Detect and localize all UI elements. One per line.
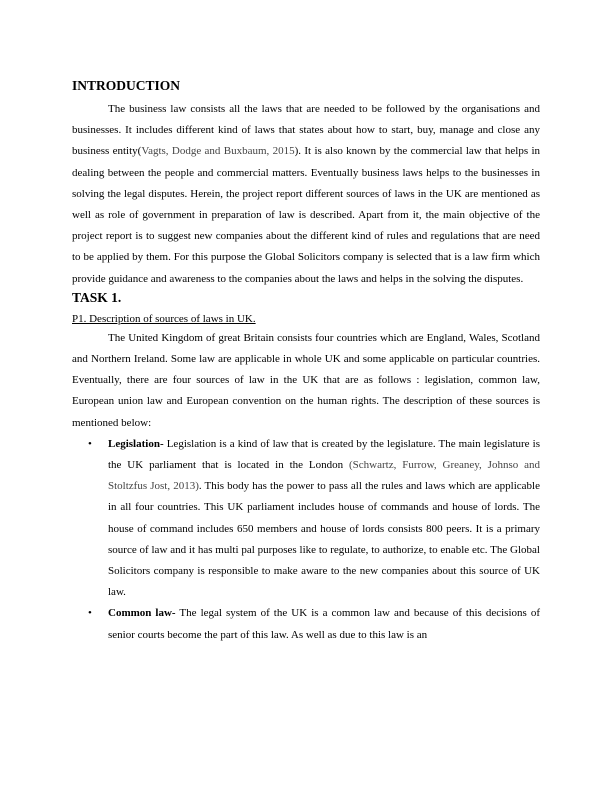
introduction-paragraph [72, 99, 540, 290]
common-law-text: The legal system of the UK is a common law and because of this decisions of senior courts become the part of this law. As well as due to this law is an [108, 607, 540, 641]
introduction-heading: INTRODUCTION [72, 78, 181, 93]
list-item-common-law [72, 603, 540, 645]
list-item-legislation [72, 434, 540, 604]
task1-subheading: P1. Description of sources of laws in UK. [72, 312, 256, 325]
legislation-text-a: Legislation is a kind of law that is created by the legislature. The main legislature is the UK parliament that is located in the London [108, 437, 540, 472]
task1-intro-paragraph: The United Kingdom of great Britain consists four countries which are England, Wales, Scotland and Northern Ireland. Some law are applicable in whole UK and some applicable on particular countries. Eventually, there are four sources of law in the UK that are as follows : legislation, common law, European union law and European convention on the human rights. The description of these sources is mentioned below: [72, 331, 540, 429]
intro-text-b: ). It is also known by the commercial law that helps in dealing between the people and commercial matters. Eventually business laws helps to the businesses in solving the legal disputes. Herein, the project report different sources of laws in the UK are mentioned as well as role of government in preparation of law is described. Apart from it, the main objective of the project report is to suggest new companies about the different kind of rules and regulations that are need to be applied by them. For this purpose the Global Solicitors company is selected that is a law firm which provide guidance and awareness to the companies about the laws and helps in the solving the disputes. [72, 145, 541, 285]
task1-heading: TASK 1. [72, 289, 122, 305]
bullet-icon: • [88, 437, 92, 450]
legislation-citation: (Schwartz, Furrow, Greaney, Johnso and Stoltzfus Jost, 2013) [108, 459, 540, 493]
intro-citation: Vagts, Dodge and Buxbaum, 2015 [141, 145, 295, 158]
intro-text-a: The business law consists all the laws that are needed to be followed by the organisations and businesses. It includes different kind of laws that states about how to start, buy, manage and close any business entity( [72, 103, 540, 158]
term-legislation: Legislation- [108, 437, 164, 450]
sources-list [72, 434, 540, 646]
document-page [72, 78, 540, 646]
bullet-icon: • [88, 607, 92, 620]
term-common-law: Common law- [108, 607, 176, 620]
legislation-text-b: . This body has the power to pass all the rules and laws which are applicable in all four countries. This UK parliament includes house of commands and house of lords. The house of command includes 650 members and house of lords consists 800 peers. It is a primary source of law and it has multi pal purposes like to regulate, to authorize, to enable etc. The Global Solicitors company is responsible to make aware to the new companies about this source of UK law. [108, 480, 540, 599]
